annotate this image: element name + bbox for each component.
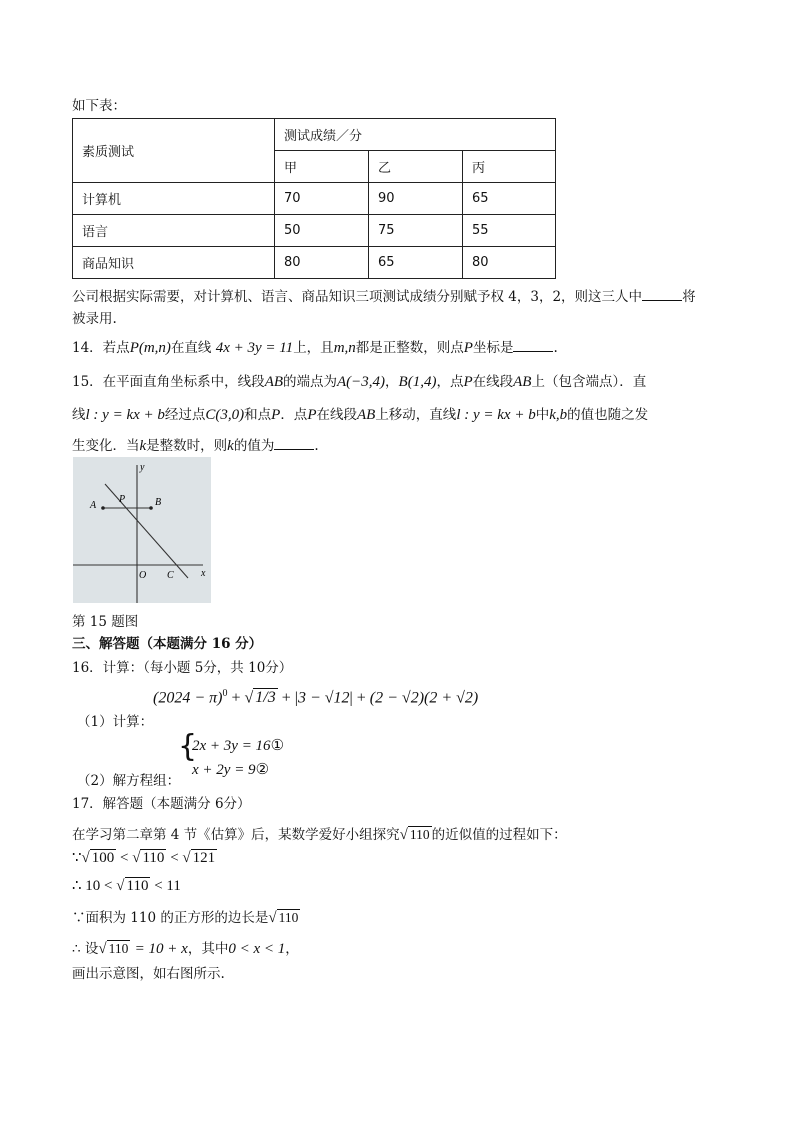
- q16-part2-label: （2）解方程组：: [77, 773, 181, 789]
- figure-background: [73, 457, 211, 603]
- q17-last-line: 画出示意图，如右图所示.: [72, 966, 225, 982]
- x-label: x: [201, 568, 206, 579]
- question-15-line1: 15．在平面直角坐标系中，线段AB的端点为A(−3,4)，B(1,4)，点P在线段AB上（包含端点）．直: [72, 374, 647, 390]
- row-label: 语言: [73, 215, 275, 247]
- question-15-line3: 生变化．当k是整数时，则k的值为 .: [72, 438, 319, 454]
- table-header-group: 测试成绩／分: [275, 119, 556, 151]
- q17-step1: ∵√ 100 < √ 110 < √ 121: [72, 850, 216, 866]
- table-row: [73, 183, 556, 215]
- answer-blank: [642, 288, 682, 301]
- p-label: P: [119, 494, 126, 505]
- score-cell: 65: [463, 183, 556, 215]
- q17-step3: ∵面积为 110 的正方形的边长是√ 110: [72, 910, 299, 926]
- point-b: [149, 506, 153, 510]
- q13-line2: 被录用.: [72, 311, 117, 327]
- table-header-person: 甲: [275, 151, 369, 183]
- score-cell: 65: [369, 247, 463, 279]
- question-17-head: 17．解答题（本题满分 6分）: [72, 796, 251, 812]
- answer-blank: [513, 339, 553, 352]
- score-cell: 80: [463, 247, 556, 279]
- q16-expression: $(2024 - \pi)^0$ + √ 1/3 + |3 − √12| + (2 − √2)(2 + √2): [153, 688, 479, 707]
- score-cell: 50: [275, 215, 369, 247]
- section-title: 三、解答题（本题满分 16 分）: [72, 636, 263, 652]
- answer-blank: [274, 437, 314, 450]
- point-a: [101, 506, 105, 510]
- figure-caption: 第 15 题图: [72, 614, 139, 630]
- coordinate-figure: [73, 457, 211, 603]
- row-label: 商品知识: [73, 247, 275, 279]
- table-header-person: 乙: [369, 151, 463, 183]
- score-cell: 75: [369, 215, 463, 247]
- score-cell: 55: [463, 215, 556, 247]
- y-label: y: [140, 462, 145, 473]
- a-label: A: [90, 500, 97, 511]
- score-cell: 70: [275, 183, 369, 215]
- question-14: 14．若点P(m,n)在直线 4x + 3y = 11上，且m,n都是正整数，则点P坐标是 .: [72, 340, 558, 356]
- c-label: C: [167, 570, 174, 581]
- equation-1: 2x + 3y = 16①: [192, 738, 285, 754]
- question-16-head: 16．计算：（每小题 5分，共 10分）: [72, 660, 293, 676]
- intro-text: 如下表：: [72, 98, 126, 114]
- score-cell: 80: [275, 247, 369, 279]
- q13-line1: 公司根据实际需要，对计算机、语言、商品知识三项测试成绩分别赋予权 4，3，2，则这三人中 将: [72, 289, 696, 305]
- question-15-line2: 线l : y = kx + b经过点C(3,0)和点P．点P在线段AB上移动，直线l : y = kx + b中k,b的值也随之发: [72, 407, 649, 423]
- score-table: [72, 118, 556, 279]
- table-row: [73, 215, 556, 247]
- origin-label: O: [139, 570, 147, 581]
- b-label: B: [155, 497, 162, 508]
- q15-figure: [73, 457, 211, 603]
- row-label: 计算机: [73, 183, 275, 215]
- equation-2: x + 2y = 9②: [192, 762, 270, 778]
- brace-icon: {: [178, 729, 198, 764]
- q16-part1-label: （1）计算：: [77, 714, 154, 730]
- q17-step2: ∴ 10 < √ 110 < 11: [72, 878, 181, 894]
- table-header-test: 素质测试: [73, 119, 275, 183]
- q17-intro: 在学习第二章第 4 节《估算》后，某数学爱好小组探究√ 110 的近似值的过程如下：: [72, 827, 567, 843]
- q17-step4: ∴ 设√ 110 = 10 + x，其中0 < x < 1，: [72, 941, 299, 957]
- score-cell: 90: [369, 183, 463, 215]
- table-header-person: 丙: [463, 151, 556, 183]
- table-row: [73, 247, 556, 279]
